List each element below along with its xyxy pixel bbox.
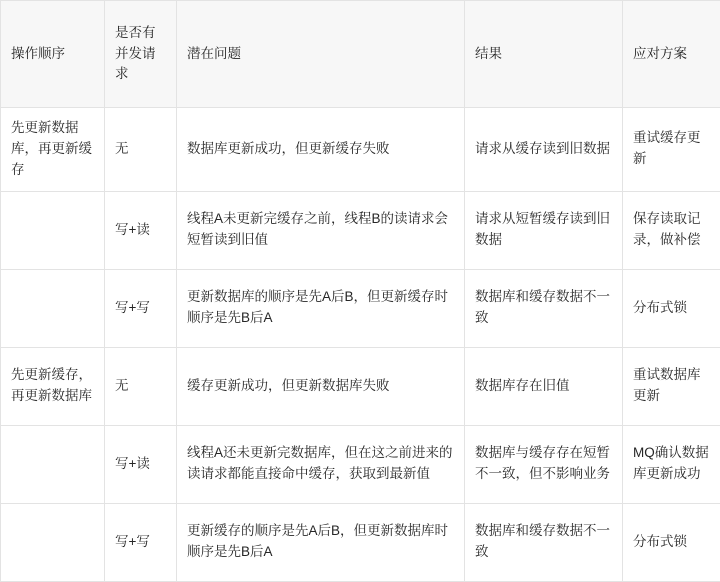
cell-potential-problem: 缓存更新成功，但更新数据库失败	[177, 347, 465, 425]
column-header-operation-order: 操作顺序	[1, 1, 105, 108]
cell-operation-order	[1, 269, 105, 347]
cell-result: 数据库与缓存存在短暂不一致，但不影响业务	[465, 425, 623, 503]
cell-operation-order	[1, 425, 105, 503]
cell-result: 数据库和缓存数据不一致	[465, 503, 623, 581]
cell-potential-problem: 线程A还未更新完数据库，但在这之前进来的读请求都能直接命中缓存，获取到最新值	[177, 425, 465, 503]
cell-operation-order	[1, 191, 105, 269]
cell-concurrent-request: 写+读	[105, 425, 177, 503]
cell-operation-order: 先更新数据库，再更新缓存	[1, 108, 105, 192]
cell-result: 数据库和缓存数据不一致	[465, 269, 623, 347]
column-header-solution: 应对方案	[623, 1, 720, 108]
cell-concurrent-request: 无	[105, 108, 177, 192]
table-row	[1, 108, 720, 192]
cell-potential-problem: 线程A未更新完缓存之前，线程B的读请求会短暂读到旧值	[177, 191, 465, 269]
cell-solution: MQ确认数据库更新成功	[623, 425, 720, 503]
column-header-result: 结果	[465, 1, 623, 108]
cell-concurrent-request: 无	[105, 347, 177, 425]
cell-concurrent-request: 写+写	[105, 269, 177, 347]
column-header-concurrent-request: 是否有并发请求	[105, 1, 177, 108]
table-body	[1, 108, 720, 582]
table-header-row	[1, 1, 720, 108]
cell-operation-order: 先更新缓存，再更新数据库	[1, 347, 105, 425]
table-row	[1, 191, 720, 269]
cell-result: 请求从短暂缓存读到旧数据	[465, 191, 623, 269]
table-row	[1, 503, 720, 581]
cell-operation-order	[1, 503, 105, 581]
cell-solution: 分布式锁	[623, 503, 720, 581]
column-header-potential-problem: 潜在问题	[177, 1, 465, 108]
cell-concurrent-request: 写+读	[105, 191, 177, 269]
table-row	[1, 347, 720, 425]
table-row	[1, 269, 720, 347]
cell-solution: 保存读取记录，做补偿	[623, 191, 720, 269]
cell-potential-problem: 更新缓存的顺序是先A后B，但更新数据库时顺序是先B后A	[177, 503, 465, 581]
cell-solution: 重试缓存更新	[623, 108, 720, 192]
cell-result: 数据库存在旧值	[465, 347, 623, 425]
cell-concurrent-request: 写+写	[105, 503, 177, 581]
cell-potential-problem: 数据库更新成功，但更新缓存失败	[177, 108, 465, 192]
cell-solution: 重试数据库更新	[623, 347, 720, 425]
table-header	[1, 1, 720, 108]
cell-solution: 分布式锁	[623, 269, 720, 347]
cell-result: 请求从缓存读到旧数据	[465, 108, 623, 192]
table-row	[1, 425, 720, 503]
cell-potential-problem: 更新数据库的顺序是先A后B，但更新缓存时顺序是先B后A	[177, 269, 465, 347]
